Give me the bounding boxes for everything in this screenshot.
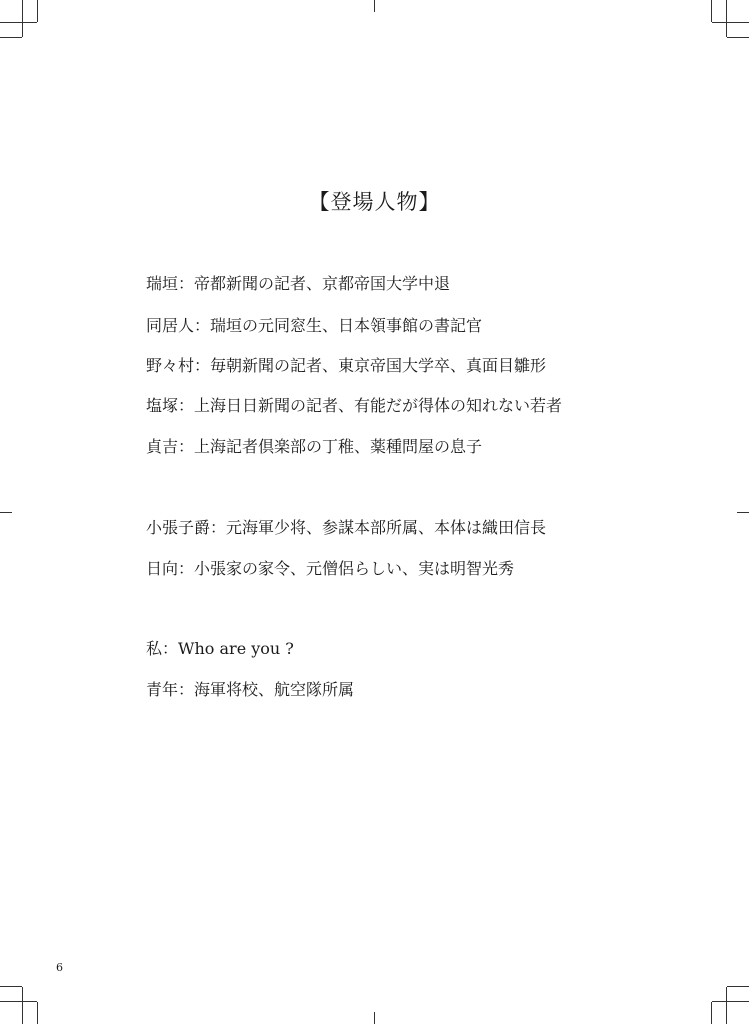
- cast-entry: [146, 316, 482, 336]
- cast-separator: ：: [178, 559, 195, 578]
- cast-entry: [146, 559, 514, 579]
- cast-separator: ：: [178, 396, 195, 415]
- cast-role: 塩塚: [146, 396, 179, 415]
- cast-entry: [146, 518, 546, 538]
- cast-separator: ：: [178, 680, 195, 699]
- cast-separator: ：: [194, 316, 211, 335]
- cast-description: 帝都新聞の記者、京都帝国大学中退: [194, 274, 451, 293]
- cast-separator: ：: [162, 639, 179, 658]
- cast-description: 瑞垣の元同窓生、日本領事館の書記官: [210, 316, 483, 335]
- cast-entry: [146, 356, 546, 376]
- page-title: 【登場人物】: [308, 190, 441, 214]
- cast-separator: ：: [178, 274, 195, 293]
- cast-description: 海軍将校、航空隊所属: [194, 680, 355, 699]
- cast-role: 貞吉: [146, 437, 179, 456]
- page-number: 6: [56, 961, 63, 974]
- cast-entry: [146, 396, 562, 416]
- cast-role: 日向: [146, 559, 179, 578]
- cast-description: 元海軍少将、参謀本部所属、本体は織田信長: [226, 518, 547, 537]
- cast-role: 瑞垣: [146, 274, 179, 293]
- cast-entry: [146, 274, 450, 294]
- cast-separator: ：: [210, 518, 227, 537]
- cast-entry: [146, 437, 482, 457]
- cast-description: Who are you ?: [178, 639, 294, 658]
- cast-entry: [146, 639, 294, 659]
- cast-role: 小張子爵: [146, 518, 211, 537]
- cast-description: 小張家の家令、元僧侶らしい、実は明智光秀: [194, 559, 515, 578]
- cast-role: 野々村: [146, 356, 195, 375]
- cast-description: 上海日日新聞の記者、有能だが得体の知れない若者: [194, 396, 563, 415]
- cast-role: 私: [146, 639, 163, 658]
- cast-role: 同居人: [146, 316, 195, 335]
- cast-description: 上海記者倶楽部の丁稚、薬種問屋の息子: [194, 437, 483, 456]
- cast-role: 青年: [146, 680, 179, 699]
- cast-separator: ：: [178, 437, 195, 456]
- cast-description: 毎朝新聞の記者、東京帝国大学卒、真面目雛形: [210, 356, 547, 375]
- cast-separator: ：: [194, 356, 211, 375]
- cast-entry: [146, 680, 354, 700]
